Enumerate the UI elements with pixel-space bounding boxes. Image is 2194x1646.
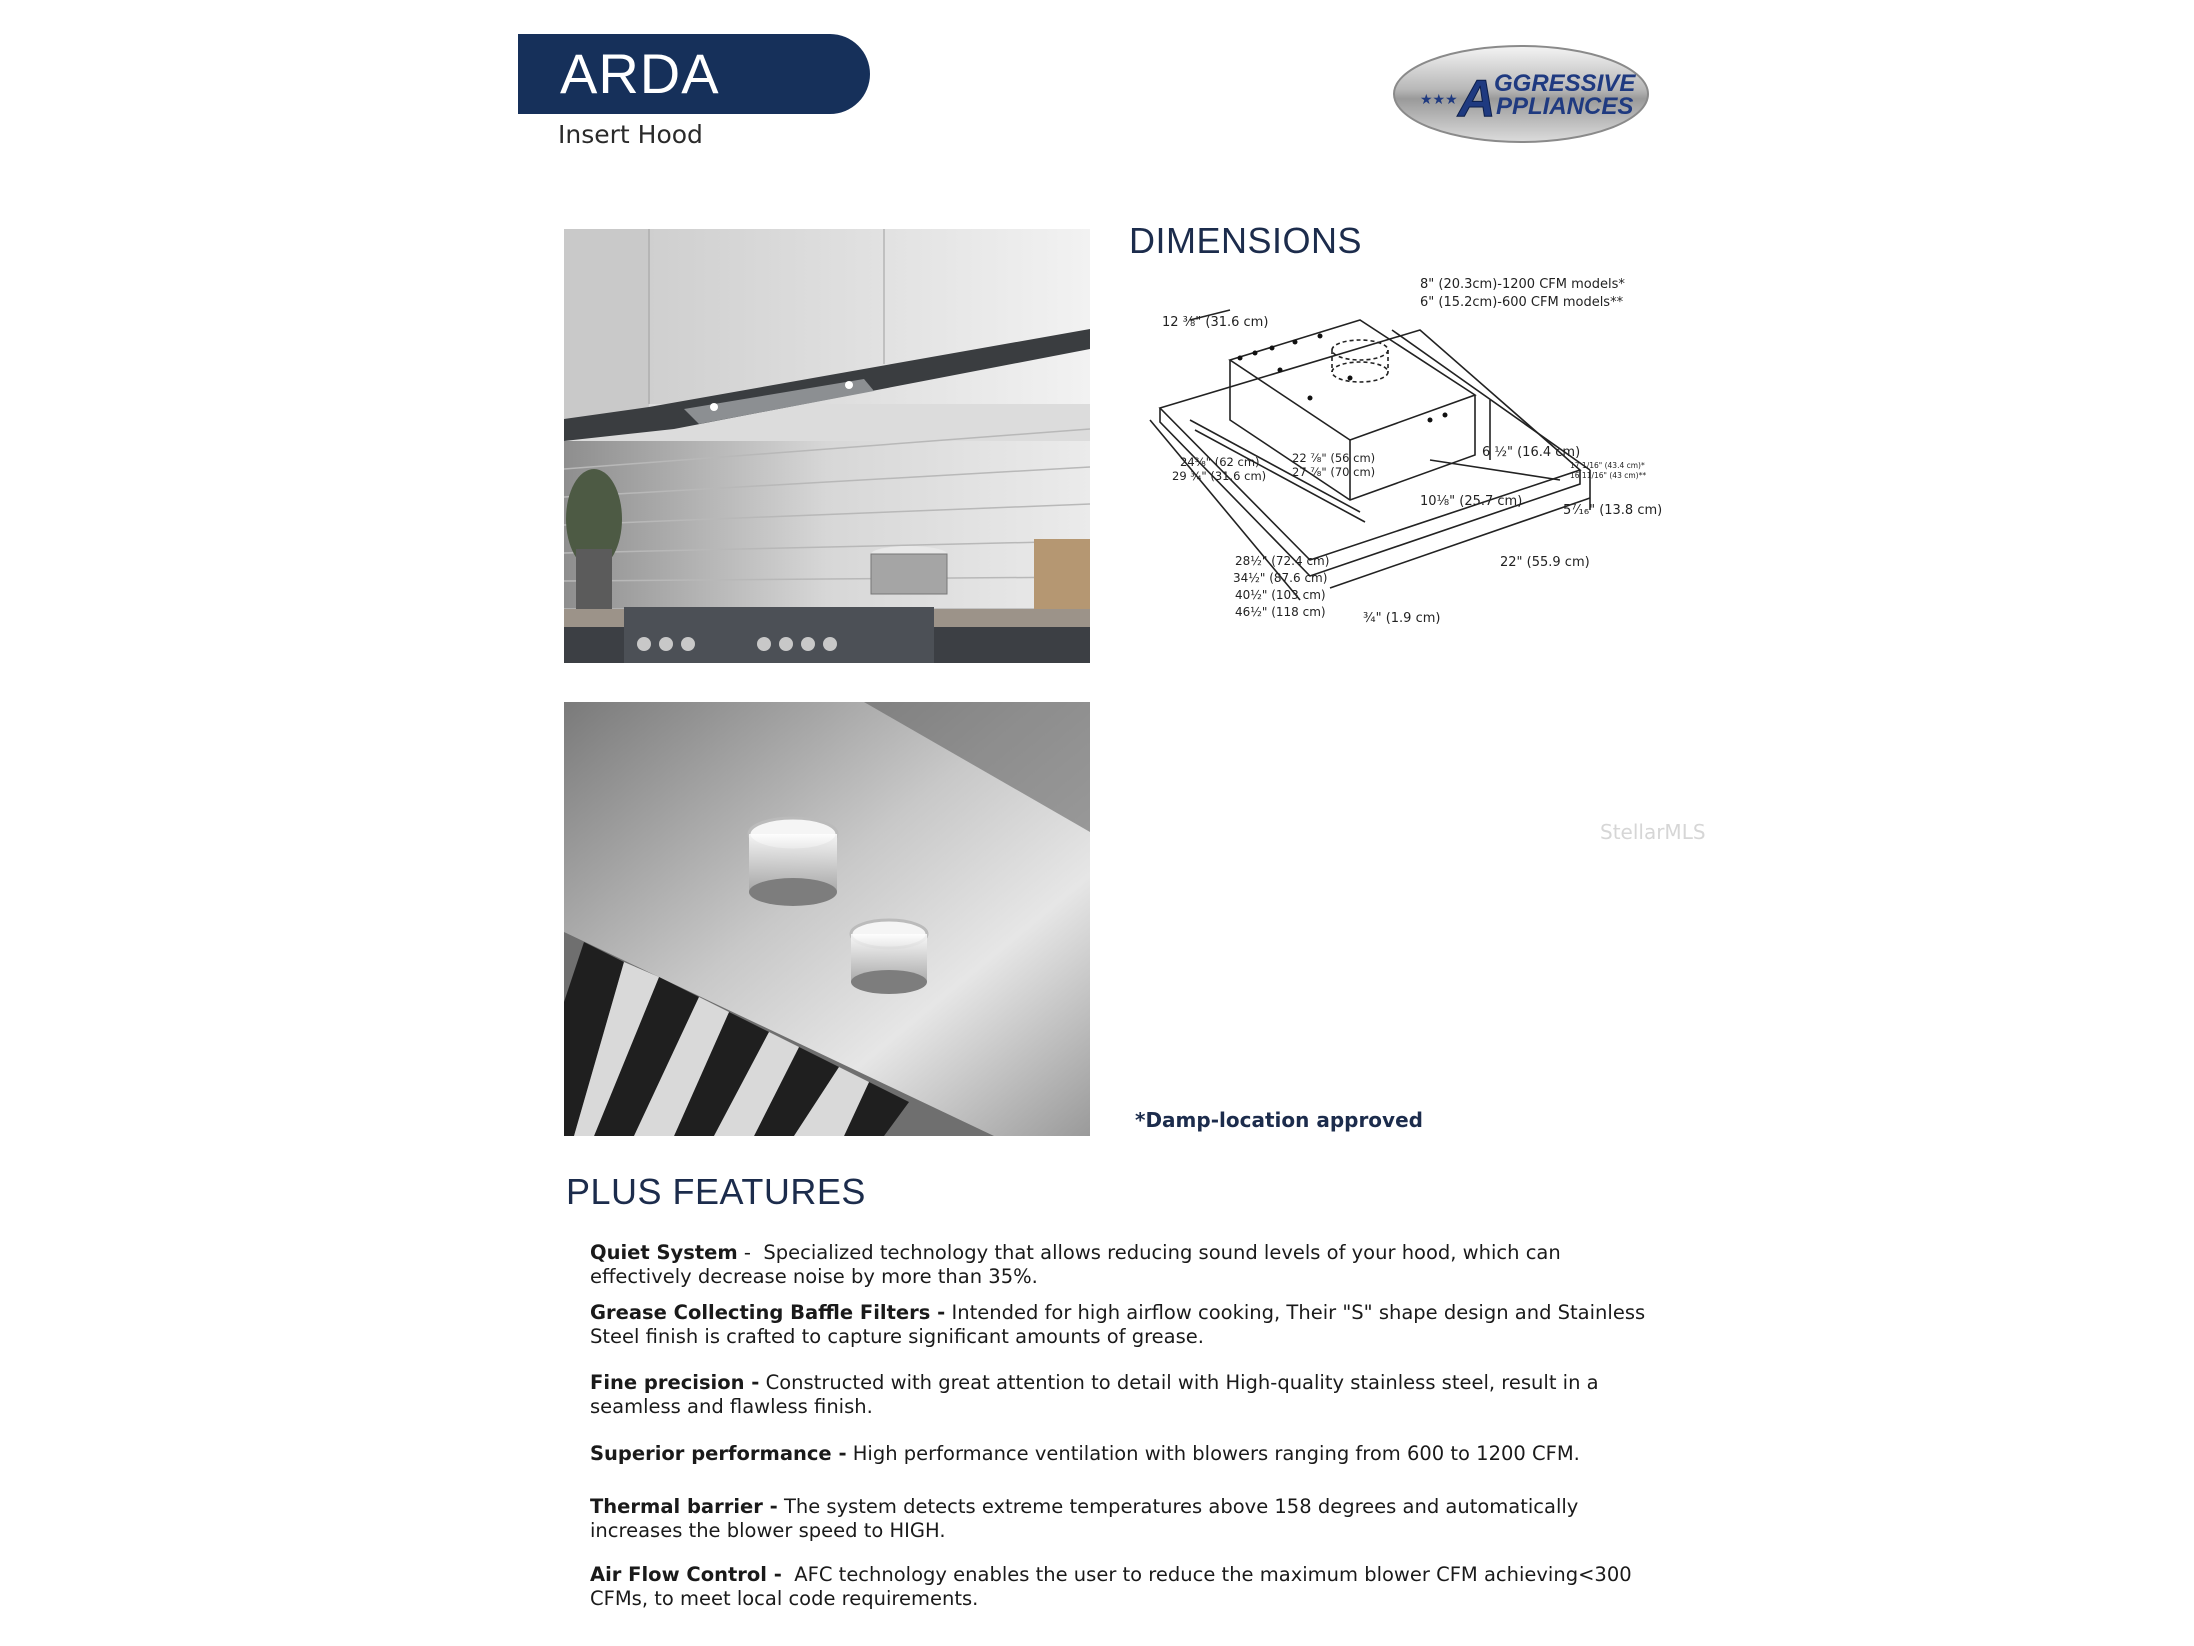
label-w3: 22 ⅞" (56 cm) [1292, 451, 1376, 465]
product-subtitle: Insert Hood [558, 120, 703, 149]
feature-quiet-system [590, 1241, 1660, 1289]
logo-line-2: PPLIANCES [1496, 93, 1634, 120]
damp-location-note: *Damp-location approved [1135, 1108, 1423, 1132]
feature-text: High performance ventilation with blowers ranging from 600 to 1200 CFM. [852, 1442, 1580, 1465]
aggressive-appliances-logo [1392, 44, 1650, 144]
dimensions-heading: DIMENSIONS [1129, 220, 1363, 261]
label-width4: 46½" (118 cm) [1235, 605, 1326, 619]
label-lip: ¾" (1.9 cm) [1363, 611, 1441, 626]
label-width2: 34½" (87.6 cm) [1233, 571, 1328, 585]
feature-thermal-barrier [590, 1495, 1660, 1543]
logo-letter: A [1458, 70, 1496, 128]
feature-text: The system detects extreme temperatures above 158 degrees and automatically increases the blower speed to HIGH. [590, 1495, 1579, 1542]
feature-separator: - [737, 1241, 764, 1264]
label-inner: 10⅛" (25.7 cm) [1420, 494, 1523, 509]
logo-line-1: GGRESSIVE [1494, 70, 1636, 97]
feature-text: Intended for high airflow cooking, Their "S" shape design and Stainless Steel finish is crafted to capture significant amounts of grease. [590, 1301, 1646, 1348]
label-width1: 28½" (72.4 cm) [1235, 554, 1330, 568]
feature-text: AFC technology enables the user to reduce the maximum blower CFM achieving<300 CFMs, to meet local code requirements. [590, 1563, 1632, 1610]
kitchen-photo [564, 229, 1090, 663]
feature-name: Thermal barrier - [590, 1495, 778, 1518]
feature-name: Superior performance - [590, 1442, 847, 1465]
hood-closeup-photo [564, 702, 1090, 1136]
label-height: 6 ½" (16.4 cm) [1482, 445, 1581, 460]
feature-text: Constructed with great attention to detail with High-quality stainless steel, result in a seamless and flawless finish. [590, 1371, 1599, 1418]
feature-text: Specialized technology that allows reducing sound levels of your hood, which can effectively decrease noise by more than 35%. [590, 1241, 1561, 1288]
label-side-b: 16 11/16" (43 cm)** [1570, 471, 1647, 480]
label-depth-top: 12 ⅜" (31.6 cm) [1162, 315, 1269, 330]
label-w1: 24⅜" (62 cm) [1180, 455, 1260, 469]
label-w4: 27 ⅞" (70 cm) [1292, 465, 1376, 479]
label-duct: 8" (20.3cm)-1200 CFM models* [1420, 277, 1625, 292]
feature-separator [782, 1563, 794, 1586]
feature-superior-performance [590, 1442, 1660, 1466]
label-depth: 22" (55.9 cm) [1500, 555, 1590, 570]
label-w2: 29 ¾" (31.6 cm) [1172, 469, 1267, 483]
features-heading: PLUS FEATURES [566, 1171, 866, 1212]
product-title: ARDA [560, 42, 720, 105]
label-width3: 40½" (103 cm) [1235, 588, 1326, 602]
feature-name: Quiet System [590, 1241, 738, 1264]
dimension-diagram [1130, 270, 1670, 630]
feature-name: Fine precision - [590, 1371, 760, 1394]
logo-stars: ★★★ [1420, 92, 1458, 108]
label-right-h: 5⁷⁄₁₆" (13.8 cm) [1563, 503, 1663, 518]
feature-fine-precision [590, 1371, 1660, 1419]
feature-name: Grease Collecting Baffle Filters - [590, 1301, 946, 1324]
label-duct-small: 6" (15.2cm)-600 CFM models** [1420, 295, 1624, 310]
feature-air-flow-control [590, 1563, 1660, 1611]
feature-baffle-filters [590, 1301, 1660, 1349]
label-side-a: 17 1/16" (43.4 cm)* [1570, 461, 1645, 470]
watermark: StellarMLS [1600, 820, 1706, 844]
feature-name: Air Flow Control - [590, 1563, 782, 1586]
